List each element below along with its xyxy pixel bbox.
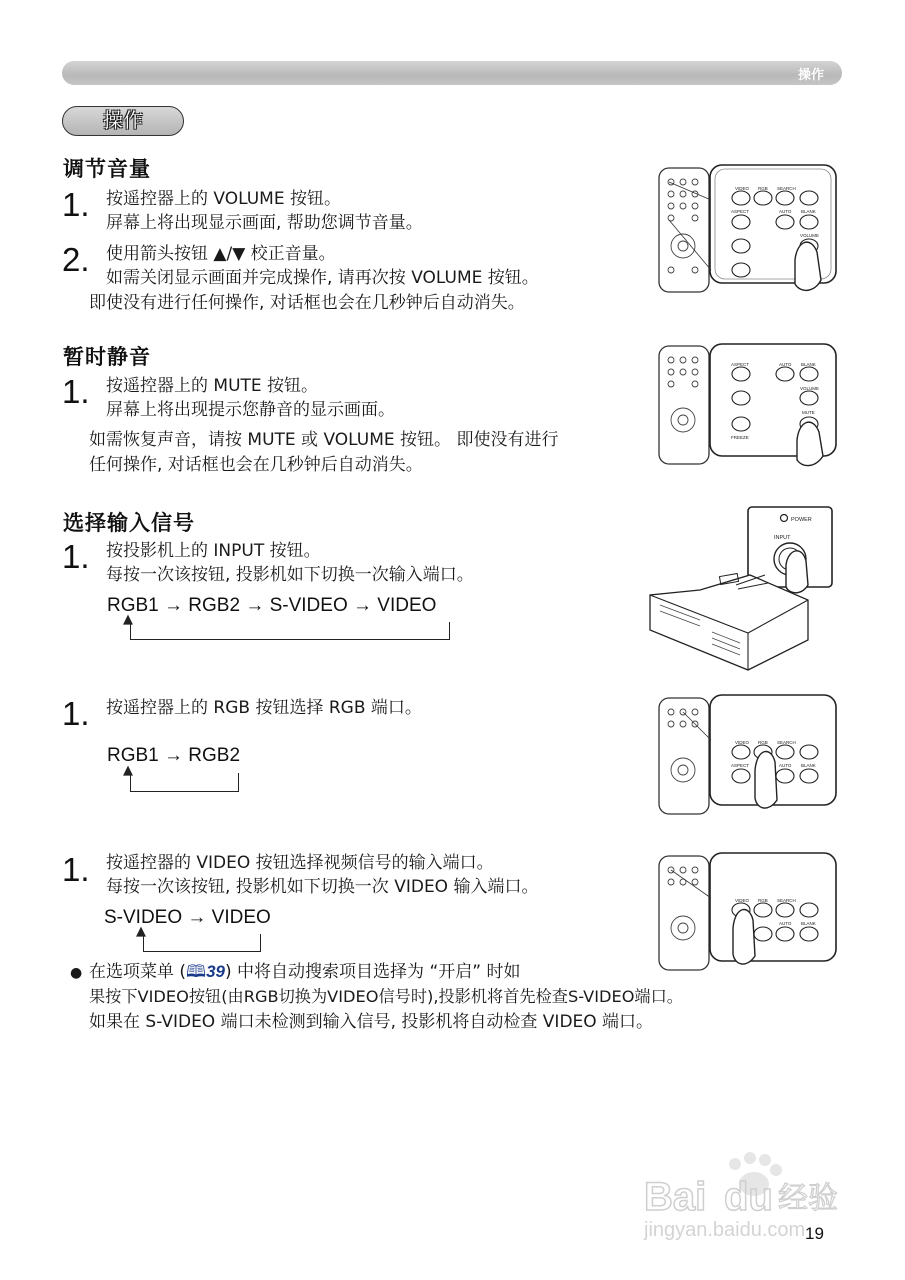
remote-label-rgb: RGB — [758, 186, 768, 191]
input-c-line2: 每按一次该按钮, 投影机如下切换一次 VIDEO 输入端口。 — [106, 877, 539, 897]
volume-heading: 调节音量 — [63, 157, 151, 181]
finger-icon — [733, 910, 755, 965]
watermark — [640, 1150, 860, 1244]
input-c-flow: S-VIDEO → VIDEO — [104, 907, 271, 928]
svg-text:BLANK: BLANK — [801, 362, 816, 367]
bullet-text-b: ) 中将自动搜索项目选择为 “开启” 时如 — [225, 962, 521, 982]
finger-icon — [786, 551, 808, 593]
watermark-url: jingyan.baidu.com — [644, 1219, 806, 1240]
remote-label-aspect: ASPECT — [731, 209, 750, 214]
input-bullet-line2: 果按下VIDEO按钮(由RGB切换为VIDEO信号时),投影机将首先检查S-VIDEO端口。 — [89, 987, 683, 1006]
svg-text:MUTE: MUTE — [802, 410, 815, 415]
remote-label-blank: BLANK — [801, 209, 816, 214]
header-bar — [62, 61, 842, 85]
svg-text:FREEZE: FREEZE — [731, 435, 749, 440]
svg-text:AUTO: AUTO — [779, 763, 792, 768]
mute-note-line1: 如需恢复声音，请按 MUTE 或 VOLUME 按钮。 即使没有进行 — [89, 430, 559, 450]
input-b-flow: RGB1 → RGB2 — [107, 745, 241, 766]
input-a-flow: RGB1 → RGB2 → S-VIDEO → VIDEO — [107, 595, 437, 616]
svg-text:VIDEO: VIDEO — [735, 740, 750, 745]
svg-text:ASPECT: ASPECT — [731, 362, 750, 367]
mute-step1-line2: 屏幕上将出现提示您静音的显示画面。 — [106, 400, 395, 420]
watermark-brand-du: du — [724, 1175, 773, 1219]
page-reference-link[interactable]: 39 — [206, 962, 226, 981]
volume-step2-line2: 如需关闭显示画面并完成操作, 请再次按 VOLUME 按钮。 — [106, 268, 539, 288]
watermark-brand: Bai — [644, 1175, 707, 1219]
remote-label-video: VIDEO — [735, 186, 750, 191]
projector-label-input: INPUT — [774, 535, 791, 541]
volume-step1-number: 1. — [62, 186, 90, 223]
projector-label-power: POWER — [791, 517, 812, 523]
page-number: 19 — [805, 1224, 824, 1243]
remote-video-figure — [655, 848, 841, 976]
mute-step1-line1: 按遥控器上的 MUTE 按钮。 — [106, 376, 319, 396]
svg-text:BLANK: BLANK — [801, 763, 816, 768]
input-c-line1: 按遥控器的 VIDEO 按钮选择视频信号的输入端口。 — [106, 853, 494, 873]
input-b-line1: 按遥控器上的 RGB 按钮选择 RGB 端口。 — [106, 698, 422, 718]
watermark-cn: 经验 — [778, 1181, 838, 1216]
loop-arrow-icon: ▲ — [123, 763, 133, 778]
input-c-loop-arrow — [136, 924, 261, 952]
input-b-loop-arrow — [123, 763, 239, 792]
volume-step2-line1: 使用箭头按钮 ▲/▼ 校正音量。 — [106, 244, 336, 264]
remote-mute-figure — [655, 340, 841, 470]
input-a-number: 1. — [62, 538, 90, 575]
volume-step2-number: 2. — [62, 241, 90, 278]
svg-text:AUTO: AUTO — [779, 921, 792, 926]
input-bullet-line3: 如果在 S-VIDEO 端口未检测到输入信号, 投影机将自动检查 VIDEO 端口。 — [89, 1012, 654, 1032]
remote-label-volume: VOLUME — [800, 233, 820, 238]
mute-heading: 暂时静音 — [63, 345, 151, 369]
svg-text:VIDEO: VIDEO — [735, 898, 750, 903]
svg-text:SEARCH: SEARCH — [777, 898, 796, 903]
section-title: 操作 — [62, 106, 184, 136]
input-a-line2: 每按一次该按钮, 投影机如下切换一次输入端口。 — [106, 565, 474, 585]
bullet-text-a: 在选项菜单 ( — [89, 962, 187, 982]
volume-step1-line2: 屏幕上将出现显示画面, 帮助您调节音量。 — [106, 213, 423, 233]
input-b-number: 1. — [62, 695, 90, 732]
projector-input-figure — [640, 505, 840, 675]
header-label: 操作 — [797, 68, 824, 83]
volume-step2-line3: 即使没有进行任何操作, 对话框也会在几秒钟后自动消失。 — [89, 293, 525, 313]
book-icon: 🕮 — [186, 962, 207, 982]
input-bullet-line1 — [89, 962, 520, 982]
remote-label-auto: AUTO — [779, 209, 792, 214]
remote-volume-figure — [655, 160, 841, 300]
svg-text:RGB: RGB — [758, 740, 768, 745]
svg-text:SEARCH: SEARCH — [777, 740, 796, 745]
mute-note-line2: 任何操作, 对话框也会在几秒钟后自动消失。 — [89, 455, 423, 475]
bullet-icon: ● — [70, 965, 83, 981]
svg-text:BLANK: BLANK — [801, 921, 816, 926]
mute-step1-number: 1. — [62, 373, 90, 410]
finger-icon — [755, 752, 777, 809]
remote-rgb-figure — [655, 690, 841, 820]
remote-label-search: SEARCH — [777, 186, 796, 191]
loop-arrow-icon: ▲ — [123, 612, 133, 627]
svg-text:ASPECT: ASPECT — [731, 763, 750, 768]
input-c-number: 1. — [62, 851, 90, 888]
svg-text:VOLUME: VOLUME — [800, 386, 820, 391]
input-heading: 选择输入信号 — [63, 511, 195, 535]
input-a-loop-arrow — [123, 612, 450, 640]
volume-step1-line1: 按遥控器上的 VOLUME 按钮。 — [106, 189, 341, 209]
loop-arrow-icon: ▲ — [136, 924, 146, 939]
svg-text:RGB: RGB — [758, 898, 768, 903]
svg-text:AUTO: AUTO — [779, 362, 792, 367]
input-a-line1: 按投影机上的 INPUT 按钮。 — [106, 541, 321, 561]
